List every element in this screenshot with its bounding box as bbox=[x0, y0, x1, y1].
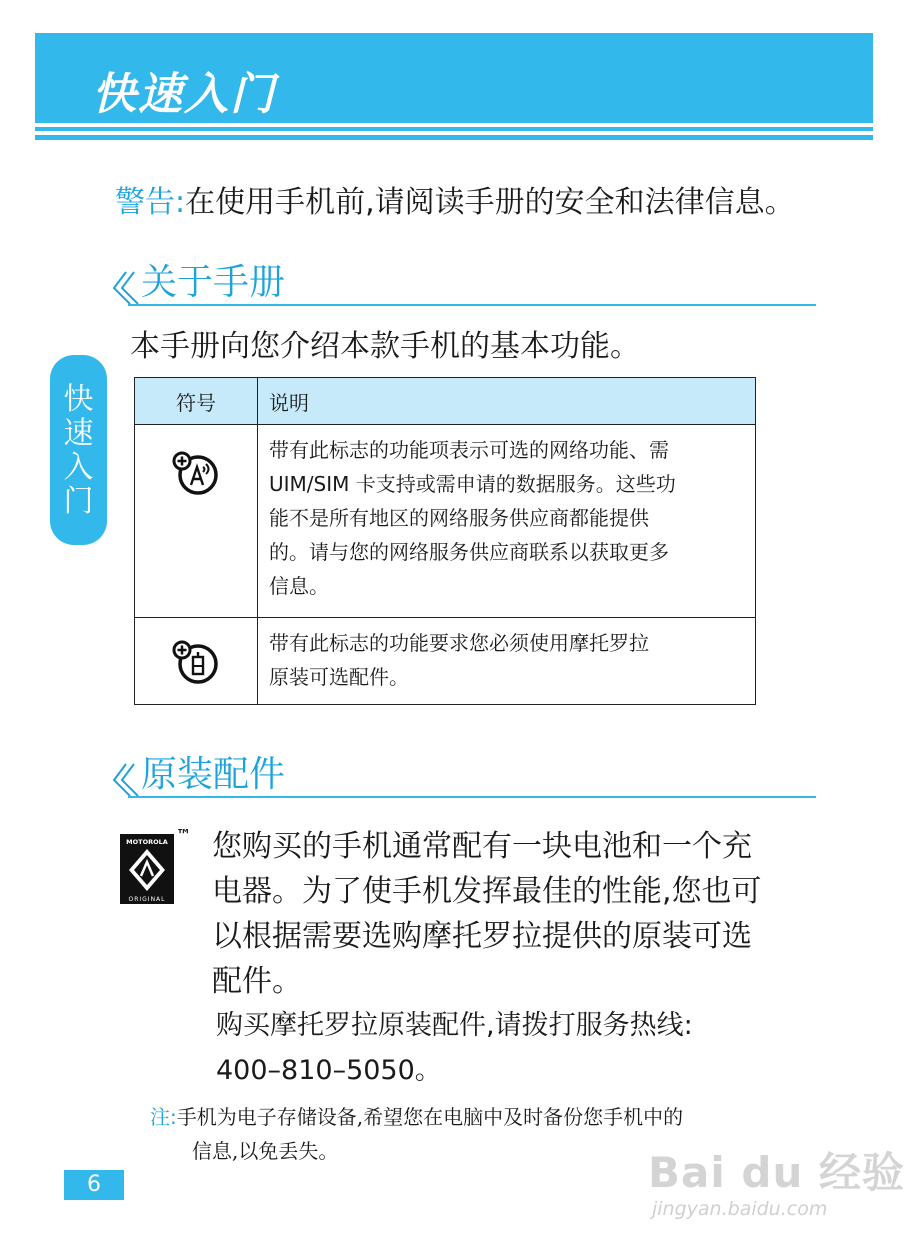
description-line: 能不是所有地区的网络服务供应商都能提供 bbox=[269, 506, 649, 530]
table-header-symbol: 符号 bbox=[135, 378, 258, 425]
network-feature-icon bbox=[166, 441, 226, 501]
baidu-watermark: Bai du 经验 bbox=[648, 1148, 905, 1197]
table-cell-description bbox=[258, 425, 756, 618]
warning-label: 警告: bbox=[115, 185, 186, 220]
paragraph-line: 以根据需要选购摩托罗拉提供的原装可选 bbox=[212, 919, 752, 954]
side-tab-char: 快 bbox=[63, 382, 94, 417]
section-rule bbox=[128, 304, 816, 306]
description-line: 带有此标志的功能项表示可选的网络功能、需 bbox=[269, 438, 669, 462]
accessory-feature-icon bbox=[166, 630, 226, 690]
motorola-original-logo bbox=[120, 834, 174, 904]
double-chevron-icon bbox=[108, 258, 142, 308]
header-divider bbox=[35, 135, 873, 140]
warning-text: 在使用手机前,请阅读手册的安全和法律信息。 bbox=[185, 185, 795, 220]
description-line: 原装可选配件。 bbox=[269, 665, 409, 689]
baidu-watermark-url: jingyan.baidu.com bbox=[652, 1198, 828, 1220]
description-line: UIM/SIM 卡支持或需申请的数据服务。这些功 bbox=[269, 472, 676, 496]
note-label: 注: bbox=[150, 1105, 177, 1129]
page-number: 6 bbox=[64, 1170, 124, 1200]
table-header-row bbox=[135, 378, 756, 425]
description-line: 带有此标志的功能要求您必须使用摩托罗拉 bbox=[269, 631, 649, 655]
side-tab bbox=[50, 355, 107, 545]
logo-top-text: MOTOROLA bbox=[126, 838, 168, 846]
paragraph-line: 配件。 bbox=[212, 964, 302, 999]
logo-bottom-text: ORIGINAL bbox=[128, 896, 166, 903]
side-tab-char: 门 bbox=[63, 484, 94, 519]
paragraph-line: 电器。为了使手机发挥最佳的性能,您也可 bbox=[212, 874, 762, 909]
hotline-line: 购买摩托罗拉原装配件,请拨打服务热线: bbox=[216, 1010, 693, 1041]
accessories-paragraph bbox=[212, 824, 822, 1004]
description-line: 信息。 bbox=[269, 574, 329, 598]
section-title: 关于手册 bbox=[141, 262, 286, 303]
section-rule bbox=[128, 796, 816, 798]
table-row bbox=[135, 425, 756, 618]
intro-text: 本手册向您介绍本款手机的基本功能。 bbox=[130, 329, 640, 364]
paragraph-line: 您购买的手机通常配有一块电池和一个充 bbox=[212, 829, 752, 864]
trademark-symbol: ™ bbox=[176, 826, 191, 844]
table-header-description: 说明 bbox=[258, 378, 756, 425]
table-cell-icon bbox=[135, 425, 258, 618]
table-cell-description bbox=[258, 618, 756, 705]
table-row bbox=[135, 618, 756, 705]
hotline-paragraph bbox=[216, 1003, 816, 1093]
side-tab-char: 速 bbox=[63, 416, 94, 451]
double-chevron-icon bbox=[108, 750, 142, 800]
note-line: 手机为电子存储设备,希望您在电脑中及时备份您手机中的 bbox=[176, 1105, 684, 1129]
symbol-table bbox=[134, 377, 756, 705]
hotline-number: 400–810–5050。 bbox=[216, 1055, 442, 1086]
section-title: 原装配件 bbox=[141, 754, 286, 795]
table-cell-icon bbox=[135, 618, 258, 705]
header-divider bbox=[35, 127, 873, 131]
page-title: 快速入门 bbox=[92, 69, 276, 120]
description-line: 的。请与您的网络服务供应商联系以获取更多 bbox=[269, 540, 669, 564]
note-line: 信息,以免丢失。 bbox=[192, 1139, 339, 1163]
warning-line bbox=[115, 177, 795, 221]
side-tab-char: 入 bbox=[63, 450, 94, 485]
